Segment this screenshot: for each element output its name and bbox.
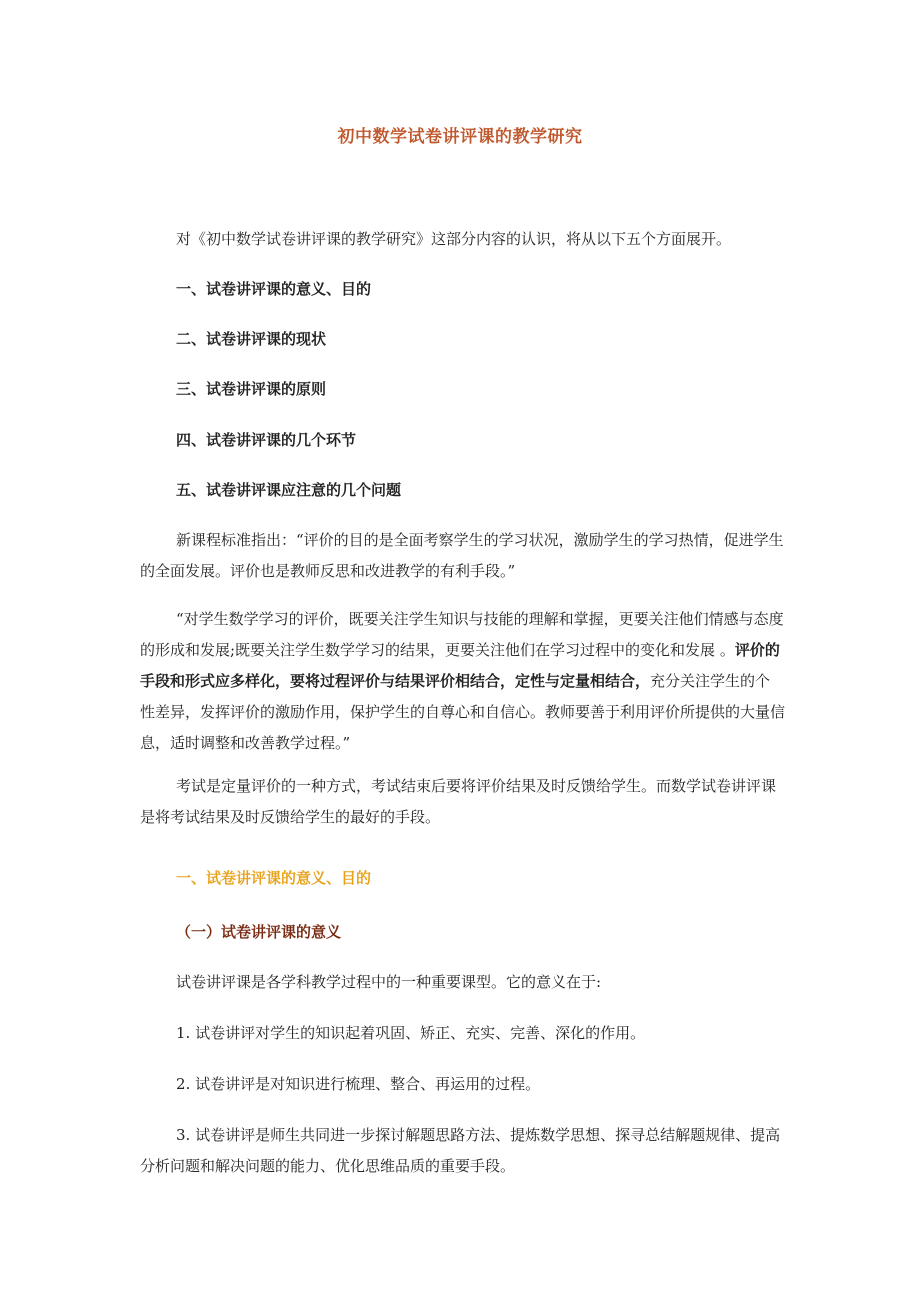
- quote-text-part1: “对学生数学学习的评价，既要关注学生知识与技能的理解和掌握，更要关注他们情感与态度的形成和发展;既要关注学生数学学习的结果，更要关注他们在学习过程中的变化和发展 。: [140, 610, 784, 659]
- outline-item-4: 四、试卷讲评课的几个环节: [176, 431, 357, 449]
- outline-item-1: 一、试卷讲评课的意义、目的: [176, 280, 372, 298]
- quote-text-part2: 充分关注学生的个性差异，发挥评价的激励作用，保护学生的自尊心和自信心。教师要善于利用评价所提供的大量信息，适时调整和改善教学过程。”: [140, 672, 786, 752]
- outline-item-5: 五、试卷讲评课应注意的几个问题: [176, 481, 402, 499]
- outline-item-3: 三、试卷讲评课的原则: [176, 380, 327, 398]
- intro-paragraph: 对《初中数学试卷讲评课的教学研究》这部分内容的认识，将从以下五个方面展开。: [176, 230, 732, 248]
- document-title: 初中数学试卷讲评课的教学研究: [337, 127, 583, 147]
- significance-item-3: 3. 试卷讲评是师生共同进一步探讨解题思路方法、提炼数学思想、探寻总结解题规律、提高分析问题和解决问题的能力、优化思维品质的重要手段。: [140, 1126, 781, 1175]
- evaluation-quote-paragraph: [140, 604, 785, 759]
- quote-text-bold: 评价的手段和形式应多样化，要将过程评价与结果评价相结合，定性与定量相结合，: [140, 641, 780, 690]
- subsection-1-heading: （一）试卷讲评课的意义: [176, 923, 342, 941]
- exam-paragraph: 考试是定量评价的一种方式，考试结束后要将评价结果及时反馈给学生。而数学试卷讲评课是将考试结果及时反馈给学生的最好的手段。: [140, 777, 777, 826]
- significance-item-2: 2. 试卷讲评是对知识进行梳理、整合、再运用的过程。: [176, 1075, 541, 1093]
- significance-item-1: 1. 试卷讲评对学生的知识起着巩固、矫正、充实、完善、深化的作用。: [176, 1024, 646, 1042]
- subsection-1-intro: 试卷讲评课是各学科教学过程中的一种重要课型。它的意义在于:: [176, 973, 602, 991]
- section-1-heading: 一、试卷讲评课的意义、目的: [176, 869, 372, 887]
- curriculum-standard-paragraph: 新课程标准指出：“评价的目的是全面考察学生的学习状况，激励学生的学习热情，促进学生的全面发展。评价也是教师反思和改进教学的有利手段。”: [140, 531, 784, 580]
- outline-item-2: 二、试卷讲评课的现状: [176, 330, 327, 348]
